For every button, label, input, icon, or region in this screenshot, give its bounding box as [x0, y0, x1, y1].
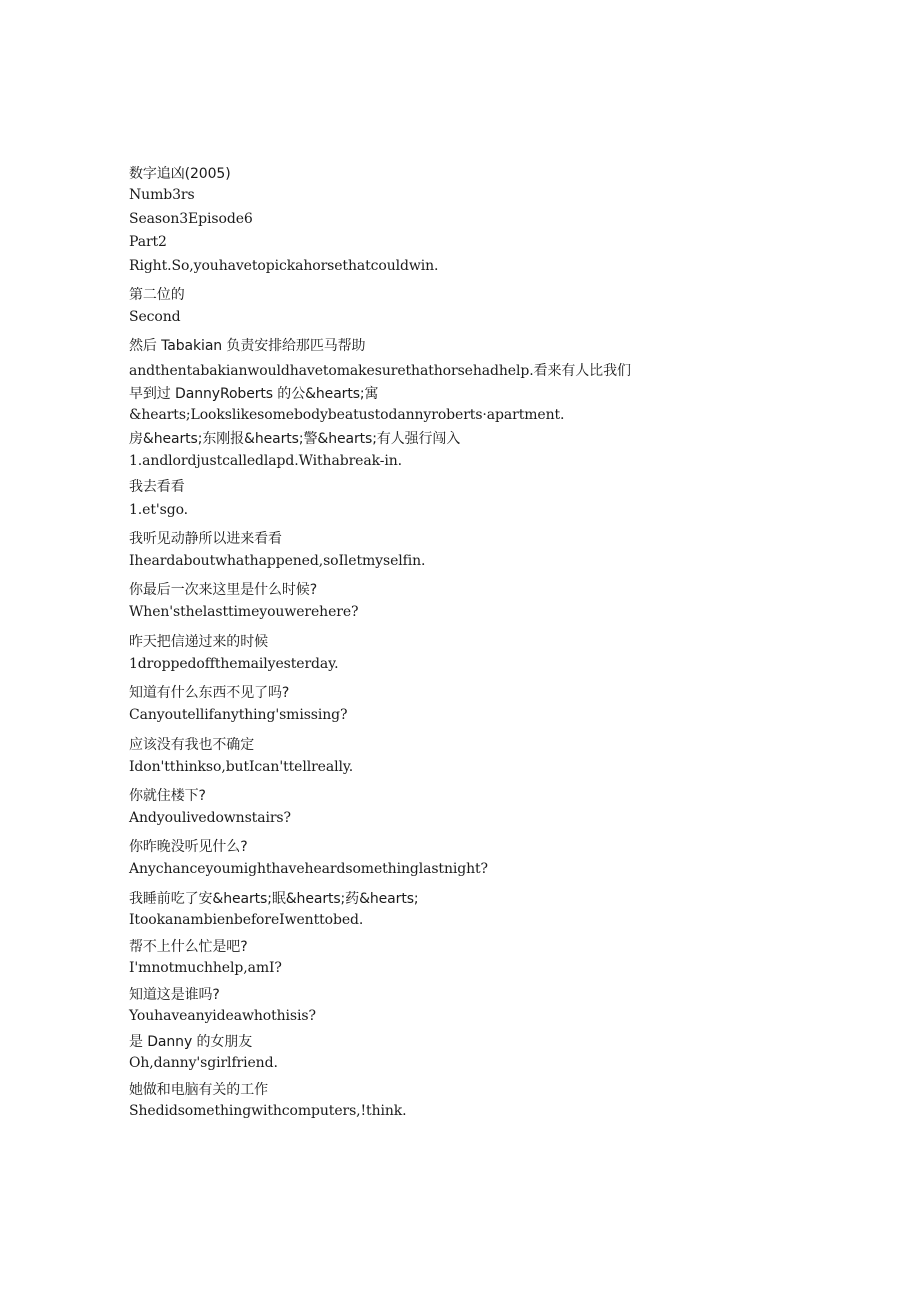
transcript-line: 早到过 DannyRoberts 的公&hearts;寓	[129, 386, 379, 402]
transcript-line: 我听见动静所以进来看看	[129, 531, 282, 547]
transcript-line: 应该没有我也不确定	[129, 737, 255, 753]
transcript-line: 然后 Tabakian 负责安排给那匹马帮助	[129, 338, 366, 354]
transcript-line: I'mnotmuchhelp,amI?	[129, 960, 282, 976]
doc-title: 数字追凶(2005)	[129, 166, 231, 182]
transcript-line: Andyoulivedownstairs?	[129, 810, 291, 826]
transcript-line: 我睡前吃了安&hearts;眠&hearts;药&hearts;	[129, 891, 419, 907]
transcript-line: 知道有什么东西不见了吗?	[129, 685, 290, 701]
transcript-line: Second	[129, 309, 181, 325]
transcript-line: Shedidsomethingwithcomputers,!think.	[129, 1103, 407, 1119]
transcript-line: 昨天把信递过来的时候	[129, 634, 268, 650]
transcript-line: 知道这是谁吗?	[129, 987, 220, 1003]
transcript-line: 帮不上什么忙是吧?	[129, 939, 248, 955]
transcript-line: 房&hearts;东刚报&hearts;警&hearts;有人强行闯入	[129, 431, 461, 447]
transcript-line: 我去看看	[129, 479, 185, 495]
transcript-line: 是 Danny 的女朋友	[129, 1034, 253, 1050]
transcript-line: Right.So,youhavetopickahorsethatcouldwin.	[129, 258, 439, 274]
part-label: Part2	[129, 234, 167, 250]
transcript-line: Youhaveanyideawhothisis?	[129, 1008, 316, 1024]
show-name: Numb3rs	[129, 187, 195, 203]
transcript-line: 她做和电脑有关的工作	[129, 1082, 268, 1098]
transcript-line: When'sthelasttimeyouwerehere?	[129, 604, 359, 620]
transcript-line: andthentabakianwouldhavetomakesurethathorsehadhelp.看来有人比我们	[129, 363, 631, 379]
transcript-line: &hearts;Lookslikesomebodybeatustodannyroberts·apartment.	[129, 407, 565, 423]
transcript-line: Anychanceyoumighthaveheardsomethinglastnight?	[129, 861, 488, 877]
transcript-line: 1.et'sgo.	[129, 502, 188, 518]
transcript-line: 你昨晚没听见什么?	[129, 839, 248, 855]
transcript-line: 你就住楼下?	[129, 788, 206, 804]
transcript-line: 第二位的	[129, 287, 185, 303]
transcript-line: 你最后一次来这里是什么时候?	[129, 582, 318, 598]
transcript-line: 1droppedoffthemailyesterday.	[129, 656, 339, 672]
transcript-line: Idon'tthinkso,butIcan'ttellreally.	[129, 759, 354, 775]
transcript-line: Oh,danny'sgirlfriend.	[129, 1055, 278, 1071]
transcript-line: Canyoutellifanything'smissing?	[129, 707, 348, 723]
transcript-line: ItookanambienbeforeIwenttobed.	[129, 912, 364, 928]
transcript-line: Iheardaboutwhathappened,soIletmyselfin.	[129, 553, 426, 569]
transcript-line: 1.andlordjustcalledlapd.Withabreak-in.	[129, 453, 403, 469]
episode-label: Season3Episode6	[129, 211, 253, 227]
